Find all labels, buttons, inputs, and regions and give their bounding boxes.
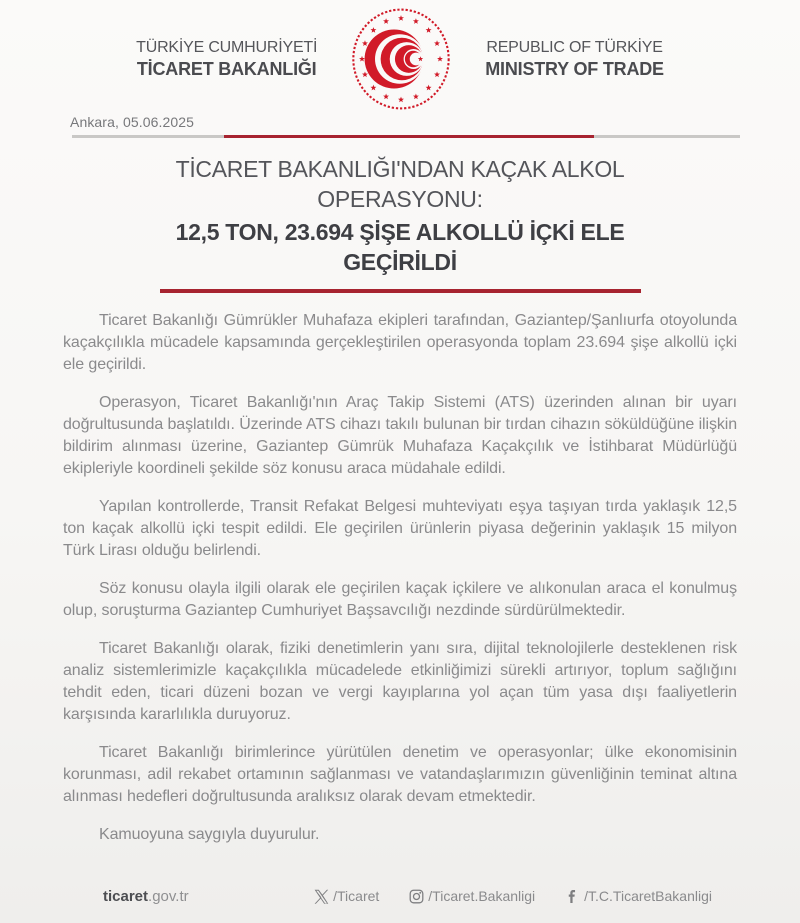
instagram-handle: /Ticaret.Bakanligi: [428, 888, 536, 904]
instagram-icon: [409, 889, 424, 904]
top-divider: [72, 135, 740, 138]
paragraph-1: Ticaret Bakanlığı Gümrükler Muhafaza ekipleri tarafından, Gaziantep/Şanlıurfa otoyolunda kaçakçılıkla mücadele kapsamında gerçekleştirilen operasyonda toplam 23.694 şişe alkollü içki ele geçirildi.: [63, 312, 737, 373]
org-name-en-line2: MINISTRY OF TRADE: [485, 59, 664, 79]
facebook-icon: [565, 889, 580, 904]
org-name-turkish: [136, 38, 317, 80]
title-block: [120, 154, 680, 277]
website-bold-part: ticaret: [103, 887, 149, 905]
paragraph-2: Operasyon, Ticaret Bakanlığı'nın Araç Takip Sistemi (ATS) üzerinden alınan bir uyarı doğrultusunda başlatıldı. Üzerinde ATS cihazı takılı bulunan bir tırdan cihazın söküldüğüne ilişkin bildirim alınması üzerine, Gaziantep Gümrük Muhafaza Kaçakçılık ve İstihbarat Müdürlüğü ekipleriyle koordineli şekilde söz konusu araca müdahale edildi.: [63, 394, 737, 477]
instagram-link[interactable]: [409, 888, 535, 904]
paragraph-3: Yapılan kontrollerde, Transit Refakat Belgesi muhteviyatı eşya taşıyan tırda yaklaşık 12,5 ton kaçak alkollü içki tespit edildi. Ele geçirilen ürünlerin piyasa değerinin yaklaşık 15 milyon Türk Lirası olduğu belirlendi.: [63, 498, 737, 559]
facebook-handle: /T.C.TicaretBakanligi: [584, 888, 712, 904]
org-name-english: [485, 38, 664, 80]
title-underline-bar: [160, 289, 641, 293]
paragraph-5: Ticaret Bakanlığı olarak, fiziki denetimlerin yanı sıra, dijital teknolojilerle desteklenen risk analiz sistemlerimizle kaçakçılıkla mücadelede etkinliğimizi sürekli artırıyor, toplum sağlığını tehdit eden, ticari düzeni bozan ve vergi kayıplarına yol açan tüm yasa dışı faaliyetlerin karşısında kararlılıkla duruyoruz.: [63, 640, 737, 723]
twitter-handle: /Ticaret: [333, 888, 380, 904]
press-release-subtitle: 12,5 TON, 23.694 ŞİŞE ALKOLLÜ İÇKİ ELE GEÇİRİLDİ: [175, 219, 625, 275]
divider-red-center: [224, 135, 594, 138]
paragraph-closing: Kamuoyuna saygıyla duyurulur.: [99, 826, 320, 843]
paragraph-6: Ticaret Bakanlığı birimlerince yürütülen denetim ve operasyonlar; ülke ekonomisinin korunması, adil rekabet ortamının sağlanması ve vatandaşlarımızın güvenliğinin teminat altına alınması hedefleri doğrultusunda aralıksız olarak devam etmektedir.: [63, 744, 737, 805]
header: [0, 0, 800, 108]
twitter-link[interactable]: [314, 888, 379, 904]
x-twitter-icon: [314, 889, 329, 904]
paragraph-4: Söz konusu olayla ilgili olarak ele geçirilen kaçak içkilere ve alıkonulan araca el konulmuş olup, soruşturma Gaziantep Cumhuriyet Başsavcılığı nezdinde sürdürülmektedir.: [63, 580, 737, 619]
website-link[interactable]: [103, 888, 189, 905]
facebook-link[interactable]: [565, 888, 712, 904]
dateline: Ankara, 05.06.2025: [70, 114, 195, 130]
press-release-title: TİCARET BAKANLIĞI'NDAN KAÇAK ALKOL OPERASYONU:: [175, 156, 625, 212]
org-name-en-line1: REPUBLIC OF TÜRKİYE: [486, 39, 663, 56]
footer: [0, 883, 800, 909]
ministry-of-trade-emblem-icon: [349, 7, 453, 111]
website-rest-part: .gov.tr: [148, 887, 189, 905]
press-release-body: [0, 310, 800, 846]
divider-gray-left: [72, 135, 224, 138]
org-name-tr-line1: TÜRKİYE CUMHURİYETİ: [136, 39, 318, 56]
divider-gray-right: [594, 135, 740, 138]
org-name-tr-line2: TİCARET BAKANLIĞI: [136, 59, 317, 79]
social-links: [314, 888, 712, 904]
